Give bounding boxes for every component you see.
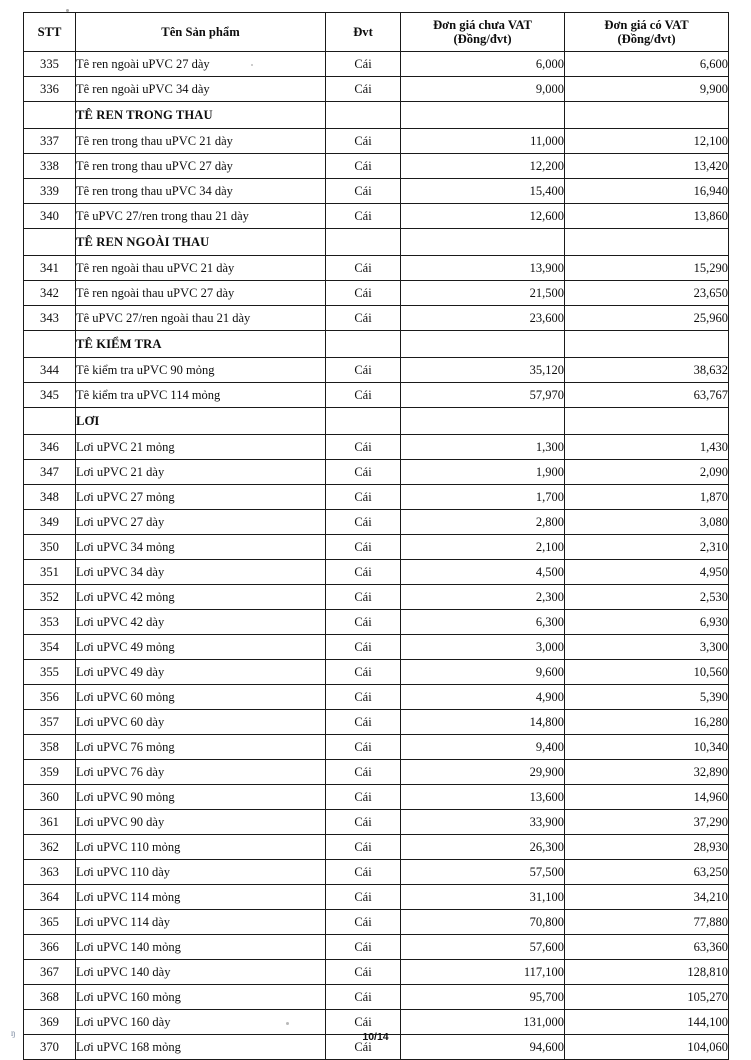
cell-product-name: Lơi uPVC 76 dày <box>76 760 326 785</box>
cell-product-name: Lơi uPVC 168 mỏng <box>76 1035 326 1060</box>
column-header-product-name <box>76 13 326 52</box>
cell-stt: 358 <box>24 735 76 760</box>
cell-stt: 369 <box>24 1010 76 1035</box>
cell-price-excl-vat: 131,000 <box>401 1010 565 1035</box>
column-header-stt <box>24 13 76 52</box>
cell-unit: Cái <box>326 358 401 383</box>
cell-stt <box>24 102 76 129</box>
cell-product-name: Lơi uPVC 140 mỏng <box>76 935 326 960</box>
cell-stt: 353 <box>24 610 76 635</box>
cell-stt: 365 <box>24 910 76 935</box>
cell-product-name: Lơi uPVC 27 dày <box>76 510 326 535</box>
cell-price-excl-vat: 4,900 <box>401 685 565 710</box>
cell-price-excl-vat: 9,600 <box>401 660 565 685</box>
cell-unit: Cái <box>326 204 401 229</box>
cell-product-name: Lơi uPVC 110 dày <box>76 860 326 885</box>
table-row <box>24 281 729 306</box>
column-header-price-excl-vat-sublabel: (Đồng/đvt) <box>453 32 512 46</box>
scan-speck <box>251 64 253 66</box>
column-header-stt-label: STT <box>37 24 62 39</box>
table-row <box>24 256 729 281</box>
scan-speck <box>286 1022 289 1025</box>
cell-unit: Cái <box>326 710 401 735</box>
cell-product-name: Tê ren trong thau uPVC 27 dày <box>76 154 326 179</box>
cell-unit: Cái <box>326 985 401 1010</box>
cell-price-incl-vat: 12,100 <box>565 129 729 154</box>
table-header <box>24 13 729 52</box>
cell-product-name: Lơi uPVC 90 dày <box>76 810 326 835</box>
cell-product-name: Lơi uPVC 27 mỏng <box>76 485 326 510</box>
cell-product-name: Lơi uPVC 34 dày <box>76 560 326 585</box>
cell-price-excl-vat: 11,000 <box>401 129 565 154</box>
table-section-row <box>24 102 729 129</box>
cell-price-excl-vat: 21,500 <box>401 281 565 306</box>
cell-product-name: Lơi uPVC 160 dày <box>76 1010 326 1035</box>
cell-price-incl-vat: 1,430 <box>565 435 729 460</box>
cell-price-incl-vat: 9,900 <box>565 77 729 102</box>
cell-stt: 341 <box>24 256 76 281</box>
cell-price-incl-vat: 38,632 <box>565 358 729 383</box>
table-row <box>24 835 729 860</box>
cell-stt: 348 <box>24 485 76 510</box>
cell-price-incl-vat: 28,930 <box>565 835 729 860</box>
cell-unit: Cái <box>326 585 401 610</box>
cell-stt: 343 <box>24 306 76 331</box>
cell-price-incl-vat <box>565 102 729 129</box>
cell-stt: 346 <box>24 435 76 460</box>
cell-price-excl-vat <box>401 229 565 256</box>
table-row <box>24 52 729 77</box>
cell-product-name: Lơi uPVC 114 dày <box>76 910 326 935</box>
table-row <box>24 860 729 885</box>
cell-stt: 344 <box>24 358 76 383</box>
cell-stt: 351 <box>24 560 76 585</box>
cell-price-incl-vat: 3,300 <box>565 635 729 660</box>
cell-price-incl-vat <box>565 229 729 256</box>
cell-price-excl-vat: 1,300 <box>401 435 565 460</box>
cell-stt: 364 <box>24 885 76 910</box>
cell-product-name: Lơi uPVC 21 dày <box>76 460 326 485</box>
cell-product-name: Tê kiểm tra uPVC 90 mỏng <box>76 358 326 383</box>
cell-price-excl-vat: 35,120 <box>401 358 565 383</box>
column-header-price-excl-vat <box>401 13 565 52</box>
cell-product-name: Lơi uPVC 60 dày <box>76 710 326 735</box>
cell-price-incl-vat <box>565 331 729 358</box>
cell-product-name: Lơi uPVC 140 dày <box>76 960 326 985</box>
cell-product-name: Tê ren trong thau uPVC 34 dày <box>76 179 326 204</box>
cell-price-incl-vat: 4,950 <box>565 560 729 585</box>
column-header-unit <box>326 13 401 52</box>
table-header-row <box>24 13 729 52</box>
cell-stt: 366 <box>24 935 76 960</box>
cell-unit: Cái <box>326 785 401 810</box>
cell-stt: 355 <box>24 660 76 685</box>
cell-unit: Cái <box>326 179 401 204</box>
cell-price-excl-vat <box>401 331 565 358</box>
table-section-row <box>24 229 729 256</box>
table-row <box>24 710 729 735</box>
cell-product-name: Tê ren ngoài thau uPVC 21 dày <box>76 256 326 281</box>
cell-product-name: Tê ren ngoài thau uPVC 27 dày <box>76 281 326 306</box>
table-row <box>24 204 729 229</box>
cell-unit: Cái <box>326 535 401 560</box>
cell-price-excl-vat: 1,700 <box>401 485 565 510</box>
cell-product-name: Lơi uPVC 49 dày <box>76 660 326 685</box>
cell-unit: Cái <box>326 256 401 281</box>
cell-price-incl-vat: 63,250 <box>565 860 729 885</box>
cell-stt: 362 <box>24 835 76 860</box>
table-row <box>24 585 729 610</box>
cell-unit: Cái <box>326 460 401 485</box>
cell-price-excl-vat: 9,000 <box>401 77 565 102</box>
cell-price-excl-vat: 12,600 <box>401 204 565 229</box>
cell-price-incl-vat: 63,767 <box>565 383 729 408</box>
cell-product-name: Tê uPVC 27/ren ngoài thau 21 dày <box>76 306 326 331</box>
cell-unit: Cái <box>326 885 401 910</box>
table-row <box>24 960 729 985</box>
table-row <box>24 535 729 560</box>
cell-stt: 336 <box>24 77 76 102</box>
cell-price-excl-vat: 33,900 <box>401 810 565 835</box>
cell-product-name: Tê ren trong thau uPVC 21 dày <box>76 129 326 154</box>
cell-price-incl-vat: 10,560 <box>565 660 729 685</box>
cell-stt: 359 <box>24 760 76 785</box>
cell-product-name: Lơi uPVC 21 mỏng <box>76 435 326 460</box>
cell-price-excl-vat: 15,400 <box>401 179 565 204</box>
cell-stt: 339 <box>24 179 76 204</box>
cell-stt: 347 <box>24 460 76 485</box>
table-row <box>24 77 729 102</box>
cell-unit: Cái <box>326 306 401 331</box>
cell-unit: Cái <box>326 610 401 635</box>
section-title: TÊ REN NGOÀI THAU <box>76 229 326 256</box>
cell-unit: Cái <box>326 77 401 102</box>
cell-product-name: Tê ren ngoài uPVC 27 dày <box>76 52 326 77</box>
cell-price-excl-vat: 95,700 <box>401 985 565 1010</box>
section-title: TÊ REN TRONG THAU <box>76 102 326 129</box>
cell-price-incl-vat: 14,960 <box>565 785 729 810</box>
cell-stt <box>24 408 76 435</box>
cell-price-excl-vat: 2,300 <box>401 585 565 610</box>
cell-unit: Cái <box>326 810 401 835</box>
cell-product-name: Lơi uPVC 114 mỏng <box>76 885 326 910</box>
cell-price-incl-vat: 2,090 <box>565 460 729 485</box>
cell-price-excl-vat: 9,400 <box>401 735 565 760</box>
cell-unit <box>326 331 401 358</box>
cell-price-incl-vat: 32,890 <box>565 760 729 785</box>
cell-product-name: Lơi uPVC 160 mỏng <box>76 985 326 1010</box>
cell-stt: 352 <box>24 585 76 610</box>
cell-price-incl-vat: 2,310 <box>565 535 729 560</box>
table-section-row <box>24 331 729 358</box>
cell-price-excl-vat: 13,900 <box>401 256 565 281</box>
table-row <box>24 306 729 331</box>
cell-unit: Cái <box>326 735 401 760</box>
cell-price-incl-vat: 13,420 <box>565 154 729 179</box>
cell-price-excl-vat: 57,600 <box>401 935 565 960</box>
column-header-price-incl-vat <box>565 13 729 52</box>
cell-product-name: Lơi uPVC 42 dày <box>76 610 326 635</box>
price-table <box>23 12 729 1060</box>
cell-unit: Cái <box>326 129 401 154</box>
column-header-price-incl-vat-sublabel: (Đồng/đvt) <box>617 32 676 46</box>
cell-unit: Cái <box>326 510 401 535</box>
cell-stt: 337 <box>24 129 76 154</box>
cell-unit: Cái <box>326 435 401 460</box>
cell-unit: Cái <box>326 960 401 985</box>
cell-stt: 363 <box>24 860 76 885</box>
cell-unit: Cái <box>326 635 401 660</box>
table-row <box>24 383 729 408</box>
cell-price-excl-vat: 26,300 <box>401 835 565 860</box>
cell-price-excl-vat: 3,000 <box>401 635 565 660</box>
cell-product-name: Lơi uPVC 76 mỏng <box>76 735 326 760</box>
cell-price-excl-vat: 2,800 <box>401 510 565 535</box>
table-row <box>24 358 729 383</box>
table-row <box>24 435 729 460</box>
cell-price-excl-vat: 57,500 <box>401 860 565 885</box>
cell-price-incl-vat: 128,810 <box>565 960 729 985</box>
cell-stt: 345 <box>24 383 76 408</box>
cell-unit: Cái <box>326 935 401 960</box>
cell-unit: Cái <box>326 1010 401 1035</box>
cell-price-excl-vat: 94,600 <box>401 1035 565 1060</box>
cell-price-incl-vat: 105,270 <box>565 985 729 1010</box>
cell-price-excl-vat: 14,800 <box>401 710 565 735</box>
cell-price-incl-vat: 77,880 <box>565 910 729 935</box>
scan-speck <box>66 9 69 12</box>
cell-stt: 335 <box>24 52 76 77</box>
table-row <box>24 935 729 960</box>
table-body <box>24 52 729 1060</box>
cell-stt: 357 <box>24 710 76 735</box>
column-header-price-excl-vat-label: Đơn giá chưa VAT <box>433 17 532 32</box>
table-row <box>24 785 729 810</box>
cell-unit <box>326 102 401 129</box>
cell-unit <box>326 229 401 256</box>
cell-stt <box>24 331 76 358</box>
cell-stt: 340 <box>24 204 76 229</box>
cell-price-incl-vat: 23,650 <box>565 281 729 306</box>
cell-price-excl-vat <box>401 102 565 129</box>
cell-product-name: Lơi uPVC 90 mỏng <box>76 785 326 810</box>
column-header-price-incl-vat-label: Đơn giá có VAT <box>604 17 689 32</box>
cell-price-excl-vat: 13,600 <box>401 785 565 810</box>
cell-price-incl-vat: 104,060 <box>565 1035 729 1060</box>
cell-price-excl-vat: 6,300 <box>401 610 565 635</box>
cell-product-name: Tê ren ngoài uPVC 34 dày <box>76 77 326 102</box>
cell-product-name: Tê kiểm tra uPVC 114 mỏng <box>76 383 326 408</box>
cell-unit: Cái <box>326 835 401 860</box>
table-row <box>24 560 729 585</box>
cell-unit <box>326 408 401 435</box>
section-title: LƠI <box>76 408 326 435</box>
column-header-product-name-label: Tên Sản phẩm <box>161 24 240 39</box>
cell-stt: 360 <box>24 785 76 810</box>
table-row <box>24 179 729 204</box>
cell-price-excl-vat: 1,900 <box>401 460 565 485</box>
cell-unit: Cái <box>326 760 401 785</box>
cell-stt: 349 <box>24 510 76 535</box>
cell-unit: Cái <box>326 154 401 179</box>
cell-price-incl-vat: 13,860 <box>565 204 729 229</box>
cell-stt: 338 <box>24 154 76 179</box>
cell-price-excl-vat: 4,500 <box>401 560 565 585</box>
cell-price-excl-vat: 57,970 <box>401 383 565 408</box>
page-number: 10/14 <box>362 1031 389 1043</box>
cell-price-excl-vat: 70,800 <box>401 910 565 935</box>
cell-price-incl-vat: 6,600 <box>565 52 729 77</box>
table-row <box>24 985 729 1010</box>
cell-unit: Cái <box>326 52 401 77</box>
cell-price-incl-vat: 3,080 <box>565 510 729 535</box>
cell-price-excl-vat <box>401 408 565 435</box>
table-row <box>24 810 729 835</box>
cell-stt: 361 <box>24 810 76 835</box>
cell-product-name: Tê uPVC 27/ren trong thau 21 dày <box>76 204 326 229</box>
cell-unit: Cái <box>326 910 401 935</box>
cell-price-excl-vat: 23,600 <box>401 306 565 331</box>
column-header-unit-label: Đvt <box>353 24 373 39</box>
cell-price-incl-vat: 37,290 <box>565 810 729 835</box>
table-row <box>24 885 729 910</box>
table-row <box>24 460 729 485</box>
cell-stt: 342 <box>24 281 76 306</box>
cell-price-incl-vat: 15,290 <box>565 256 729 281</box>
cell-unit: Cái <box>326 860 401 885</box>
table-row <box>24 910 729 935</box>
cell-stt <box>24 229 76 256</box>
corner-mark: ŋ <box>11 1028 16 1038</box>
cell-unit: Cái <box>326 560 401 585</box>
cell-product-name: Lơi uPVC 110 mỏng <box>76 835 326 860</box>
cell-product-name: Lơi uPVC 42 mỏng <box>76 585 326 610</box>
cell-price-incl-vat: 63,360 <box>565 935 729 960</box>
cell-price-excl-vat: 117,100 <box>401 960 565 985</box>
cell-unit: Cái <box>326 281 401 306</box>
section-title: TÊ KIỂM TRA <box>76 331 326 358</box>
table-row <box>24 485 729 510</box>
table-section-row <box>24 408 729 435</box>
cell-price-incl-vat: 144,100 <box>565 1010 729 1035</box>
table-row <box>24 610 729 635</box>
cell-price-incl-vat: 16,280 <box>565 710 729 735</box>
cell-price-excl-vat: 2,100 <box>401 535 565 560</box>
cell-price-incl-vat: 2,530 <box>565 585 729 610</box>
cell-unit: Cái <box>326 485 401 510</box>
cell-price-incl-vat: 5,390 <box>565 685 729 710</box>
cell-stt: 367 <box>24 960 76 985</box>
cell-stt: 368 <box>24 985 76 1010</box>
cell-unit: Cái <box>326 660 401 685</box>
table-row <box>24 154 729 179</box>
table-row <box>24 510 729 535</box>
cell-price-incl-vat: 1,870 <box>565 485 729 510</box>
table-row <box>24 735 729 760</box>
table-row <box>24 660 729 685</box>
cell-product-name: Lơi uPVC 34 mỏng <box>76 535 326 560</box>
table-row <box>24 760 729 785</box>
cell-price-incl-vat: 6,930 <box>565 610 729 635</box>
cell-price-incl-vat: 25,960 <box>565 306 729 331</box>
cell-stt: 350 <box>24 535 76 560</box>
table-row <box>24 635 729 660</box>
cell-price-incl-vat: 10,340 <box>565 735 729 760</box>
cell-stt: 370 <box>24 1035 76 1060</box>
cell-unit: Cái <box>326 685 401 710</box>
cell-product-name: Lơi uPVC 60 mỏng <box>76 685 326 710</box>
cell-product-name: Lơi uPVC 49 mỏng <box>76 635 326 660</box>
cell-stt: 356 <box>24 685 76 710</box>
cell-price-excl-vat: 12,200 <box>401 154 565 179</box>
cell-price-excl-vat: 29,900 <box>401 760 565 785</box>
cell-stt: 354 <box>24 635 76 660</box>
cell-unit: Cái <box>326 383 401 408</box>
table-row <box>24 129 729 154</box>
cell-price-incl-vat: 34,210 <box>565 885 729 910</box>
cell-unit: Cái <box>326 1035 401 1060</box>
table-row <box>24 685 729 710</box>
cell-price-incl-vat <box>565 408 729 435</box>
cell-price-incl-vat: 16,940 <box>565 179 729 204</box>
cell-price-excl-vat: 6,000 <box>401 52 565 77</box>
cell-price-excl-vat: 31,100 <box>401 885 565 910</box>
